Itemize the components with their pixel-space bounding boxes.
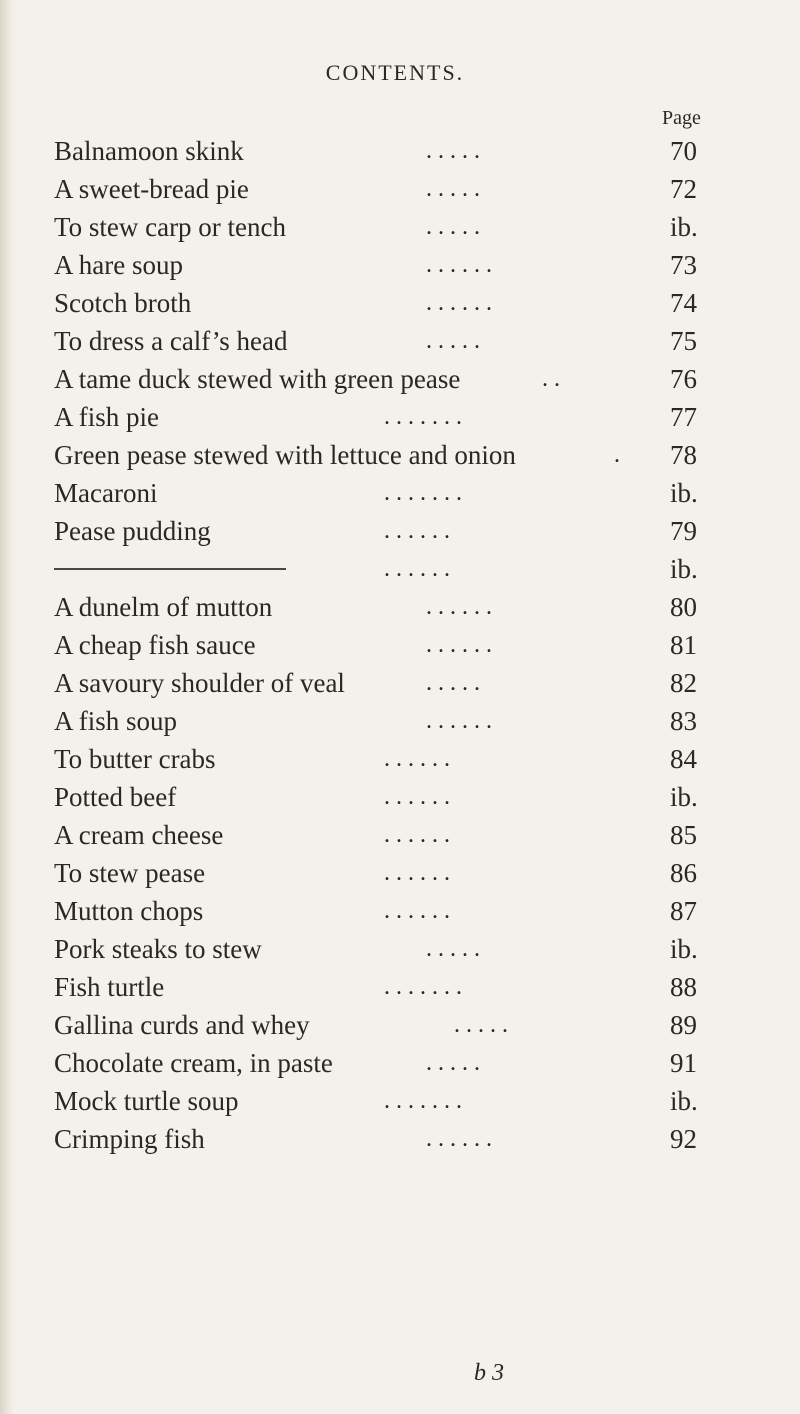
ditto-rule (54, 568, 286, 570)
entry-page-number: 78 (670, 440, 697, 470)
entry-title: Mutton chops (54, 896, 204, 926)
entry-page-number: 89 (670, 1010, 697, 1040)
dot-leader: . . . . . (426, 1050, 480, 1076)
entry-page-number: 87 (670, 896, 697, 926)
entry-page-number: 77 (670, 402, 697, 432)
entry-title: Crimping fish (54, 1124, 205, 1154)
contents-entry (54, 170, 744, 208)
entry-title: To dress a calf’s head (54, 326, 288, 356)
contents-entry (54, 1006, 744, 1044)
contents-entry (54, 626, 744, 664)
contents-entry (54, 740, 744, 778)
contents-entry (54, 892, 744, 930)
entry-title: Fish turtle (54, 972, 165, 1002)
entry-title: Pease pudding (54, 516, 211, 546)
page-title: CONTENTS. (325, 60, 465, 85)
contents-entry (54, 360, 744, 398)
contents-entry (54, 778, 744, 816)
contents-entry (54, 474, 744, 512)
contents-entry (54, 1082, 744, 1120)
contents-entry (54, 398, 744, 436)
contents-entry (54, 664, 744, 702)
entry-page-number: 81 (670, 630, 697, 660)
entry-title: Balnamoon skink (54, 136, 244, 166)
entry-title: Chocolate cream, in paste (54, 1048, 333, 1078)
entry-page-number: 73 (670, 250, 697, 280)
entry-title: Macaroni (54, 478, 158, 508)
entry-page-number: 88 (670, 972, 697, 1002)
contents-entry (54, 968, 744, 1006)
dot-leader: . . . . . . (384, 898, 450, 924)
contents-entry (54, 930, 744, 968)
entry-page-number: 74 (670, 288, 697, 318)
dot-leader: . . . . . . (384, 822, 450, 848)
contents-entry (54, 854, 744, 892)
signature-mark: b 3 (474, 1360, 504, 1386)
entry-page-number: 84 (670, 744, 697, 774)
entry-page-number: 80 (670, 592, 697, 622)
entry-title: A cheap fish sauce (54, 630, 256, 660)
page-column-label: Page (662, 107, 701, 129)
entry-page-number: 76 (670, 364, 697, 394)
dot-leader: . . . . . . (426, 708, 492, 734)
dot-leader: . . . . . . . (384, 404, 462, 430)
entry-title: A savoury shoulder of veal (54, 668, 345, 698)
dot-leader: . . (542, 366, 560, 392)
entry-page-number: 82 (670, 668, 697, 698)
contents-entry (54, 588, 744, 626)
entry-title: Green pease stewed with lettuce and onion (54, 440, 516, 470)
entry-title: A dunelm of mutton (54, 592, 273, 622)
entry-page-number: 72 (670, 174, 697, 204)
contents-entry (54, 284, 744, 322)
contents-entry (54, 550, 744, 588)
dot-leader: . . . . . . (426, 252, 492, 278)
entry-page-number: ib. (670, 554, 698, 584)
entry-page-number: 85 (670, 820, 697, 850)
entry-page-number: ib. (670, 934, 698, 964)
entry-title: Potted beef (54, 782, 177, 812)
dot-leader: . . . . . . (384, 860, 450, 886)
entry-title: A hare soup (54, 250, 183, 280)
contents-entry (54, 208, 744, 246)
dot-leader: . . . . . (426, 670, 480, 696)
page-binding-edge (0, 0, 14, 1414)
entry-title: A fish soup (54, 706, 178, 736)
dot-leader: . . . . . (454, 1012, 508, 1038)
entry-title: Scotch broth (54, 288, 192, 318)
dot-leader: . . . . . . (384, 746, 450, 772)
entry-title: Gallina curds and whey (54, 1010, 310, 1040)
dot-leader: . . . . . . (426, 632, 492, 658)
entry-title: Mock turtle soup (54, 1086, 239, 1116)
contents-entry (54, 436, 744, 474)
entry-page-number: ib. (670, 782, 698, 812)
entry-page-number: 75 (670, 326, 697, 356)
contents-entry (54, 1044, 744, 1082)
contents-entry (54, 816, 744, 854)
entry-page-number: ib. (670, 212, 698, 242)
contents-list (54, 132, 744, 1158)
dot-leader: . . . . . (426, 138, 480, 164)
dot-leader: . . . . . (426, 214, 480, 240)
entry-title: A cream cheese (54, 820, 224, 850)
dot-leader: . . . . . (426, 328, 480, 354)
dot-leader: . . . . . . (384, 784, 450, 810)
entry-title: To butter crabs (54, 744, 216, 774)
entry-title: A fish pie (54, 402, 159, 432)
page-header (0, 60, 800, 86)
dot-leader: . . . . . (426, 936, 480, 962)
dot-leader: . . . . . . . (384, 1088, 462, 1114)
dot-leader: . . . . . (426, 176, 480, 202)
dot-leader: . . . . . . (426, 290, 492, 316)
entry-page-number: 91 (670, 1048, 697, 1078)
contents-entry (54, 702, 744, 740)
dot-leader: . . . . . . (426, 594, 492, 620)
entry-page-number: 70 (670, 136, 697, 166)
dot-leader: . . . . . . (384, 518, 450, 544)
dot-leader: . . . . . . . (384, 480, 462, 506)
dot-leader: . . . . . . (426, 1126, 492, 1152)
contents-entry (54, 1120, 744, 1158)
entry-page-number: 79 (670, 516, 697, 546)
dot-leader: . . . . . . (384, 556, 450, 582)
entry-title: To stew carp or tench (54, 212, 287, 242)
entry-title: A tame duck stewed with green pease (54, 364, 461, 394)
entry-page-number: 92 (670, 1124, 697, 1154)
contents-entry (54, 246, 744, 284)
entry-title: To stew pease (54, 858, 206, 888)
contents-entry (54, 322, 744, 360)
contents-entry (54, 512, 744, 550)
dot-leader: . (614, 442, 620, 468)
entry-page-number: ib. (670, 478, 698, 508)
dot-leader: . . . . . . . (384, 974, 462, 1000)
entry-title: Pork steaks to stew (54, 934, 262, 964)
entry-page-number: 86 (670, 858, 697, 888)
entry-page-number: 83 (670, 706, 697, 736)
entry-title: A sweet-bread pie (54, 174, 249, 204)
contents-entry (54, 132, 744, 170)
entry-page-number: ib. (670, 1086, 698, 1116)
